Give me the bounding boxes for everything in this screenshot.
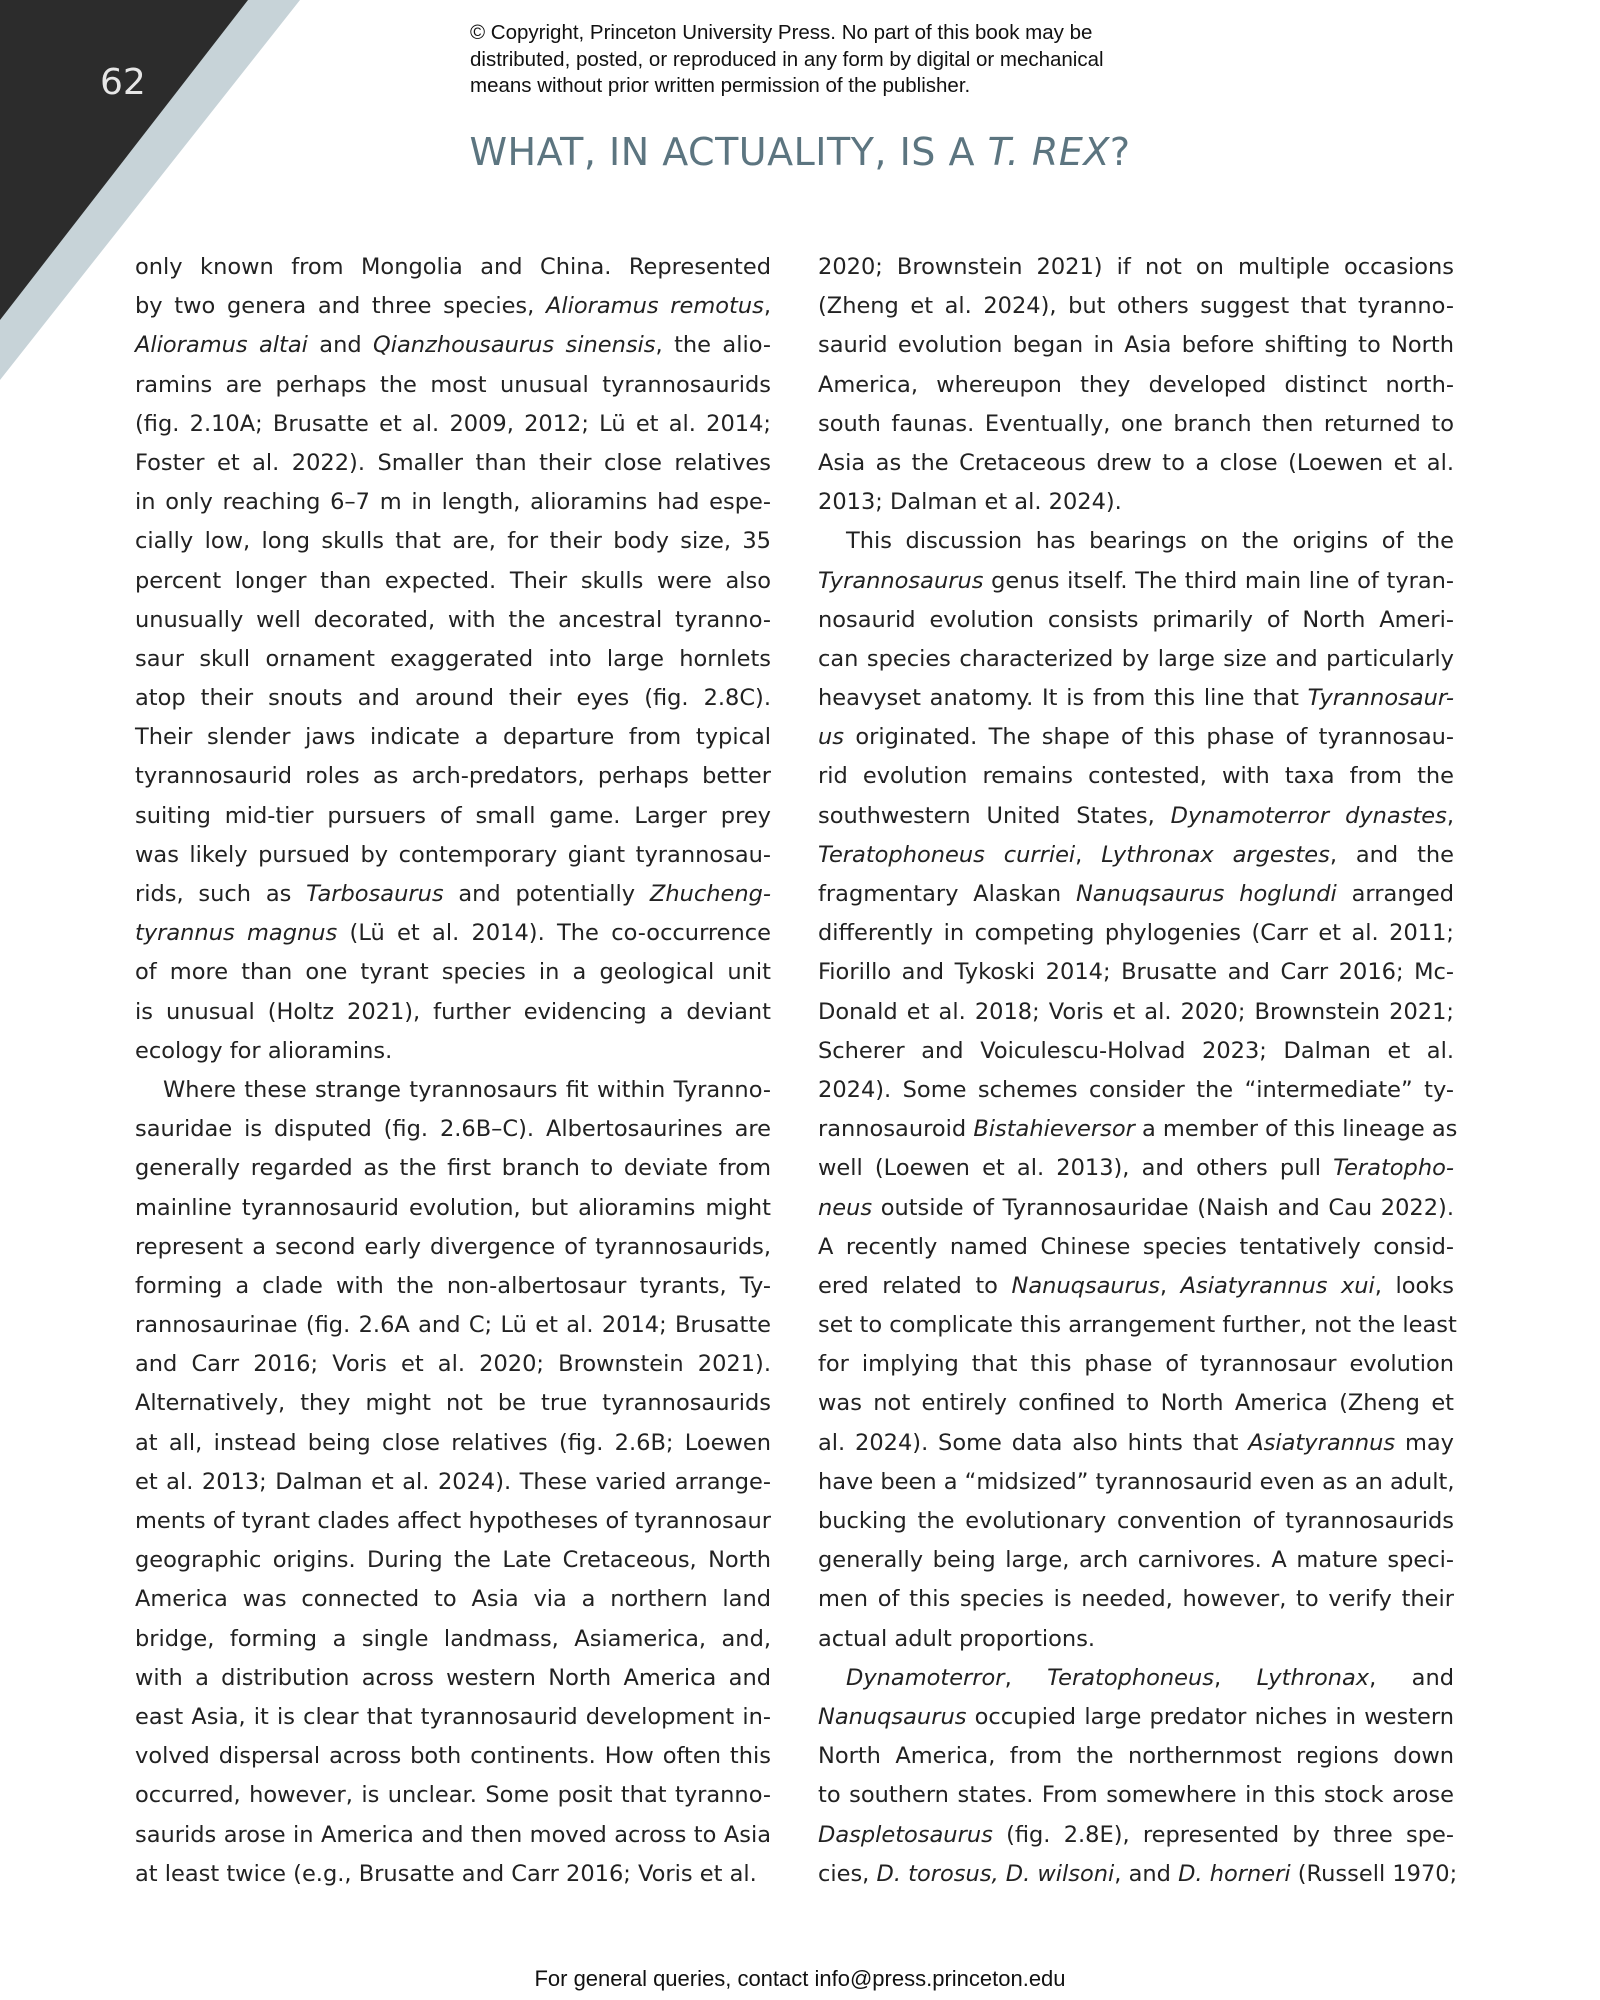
text-run: Alternatively, they might not be true tyrannosaurids	[135, 1390, 771, 1417]
text-run: actual adult proportions.	[818, 1625, 1096, 1652]
text-line	[135, 326, 771, 365]
text-line	[135, 522, 771, 561]
text-run: et al. 2013; Dalman et al. 2024). These varied arrange-	[135, 1468, 771, 1495]
copyright-notice	[470, 20, 1190, 100]
text-line	[818, 1776, 1454, 1815]
text-run: generally regarded as the first branch to deviate from	[135, 1155, 771, 1182]
text-run: and Carr 2016; Voris et al. 2020; Brownstein 2021).	[135, 1351, 771, 1378]
text-run: (fig. 2.8E), represented by three spe-	[992, 1821, 1454, 1848]
text-line	[818, 248, 1454, 287]
text-line	[135, 640, 771, 679]
text-run: , and	[1114, 1860, 1179, 1887]
text-run: Asia as the Cretaceous drew to a close (Loewen et al.	[818, 449, 1454, 476]
text-line	[818, 1737, 1454, 1776]
text-line	[135, 1306, 771, 1345]
text-run: by two genera and three species,	[135, 293, 546, 320]
text-line	[135, 405, 771, 444]
text-line	[135, 1345, 771, 1384]
text-line	[818, 797, 1454, 836]
text-run: was likely pursued by contemporary giant tyrannosau-	[135, 841, 771, 868]
text-run: originated. The shape of this phase of tyrannosau-	[843, 724, 1454, 751]
text-line	[818, 836, 1454, 875]
text-run: for implying that this phase of tyrannosaur evolution	[818, 1351, 1454, 1378]
text-line	[818, 326, 1454, 365]
copyright-line: means without prior written permission of the publisher.	[470, 74, 971, 97]
text-run: 2024). Some schemes consider the “intermediate” ty-	[818, 1076, 1454, 1103]
italic-text: Lythronax	[1256, 1664, 1370, 1691]
text-run: nosaurid evolution consists primarily of North Ameri-	[818, 606, 1454, 633]
italic-text: Nanuqsaurus	[818, 1703, 967, 1730]
text-run: forming a clade with the non-albertosaur tyrants, Ty-	[135, 1272, 771, 1299]
text-run: 2020; Brownstein 2021) if not on multiple occasions	[818, 254, 1454, 280]
text-line	[818, 287, 1454, 326]
italic-text: Bistahieversor	[973, 1116, 1135, 1143]
text-run: with a distribution across western North America and	[135, 1664, 771, 1691]
italic-text: Asiatyrannus	[1248, 1429, 1396, 1456]
text-run: to southern states. From somewhere in this stock arose	[818, 1782, 1454, 1809]
text-line	[135, 1110, 771, 1149]
italic-text: Asiatyrannus xui	[1180, 1272, 1375, 1299]
text-line	[135, 1816, 771, 1855]
text-line	[135, 797, 771, 836]
text-run: cially low, long skulls that are, for their body size, 35	[135, 528, 771, 555]
copyright-line: distributed, posted, or reproduced in any form by digital or mechanical	[470, 47, 1104, 71]
running-head	[0, 130, 1600, 174]
text-line	[818, 1541, 1454, 1580]
text-run: Fiorillo and Tykoski 2014; Brusatte and Carr 2016; Mc-	[818, 959, 1454, 986]
text-run: (Russell 1970;	[1290, 1860, 1458, 1887]
text-run: at all, instead being close relatives (fig. 2.6B; Loewen	[135, 1429, 771, 1456]
text-line	[135, 993, 771, 1032]
text-run: Where these strange tyrannosaurs fit within Tyranno-	[163, 1076, 771, 1103]
text-run: , the alio-	[655, 332, 771, 359]
text-line	[135, 483, 771, 522]
text-line	[135, 757, 771, 796]
text-line	[135, 1149, 771, 1188]
copyright-line: © Copyright, Princeton University Press. No part of this book may be	[470, 21, 1093, 44]
text-run: Their slender jaws indicate a departure from typical	[135, 724, 771, 751]
italic-text: D. torosus, D. wilsoni	[876, 1860, 1115, 1887]
text-run: Scherer and Voiculescu-Holvad 2023; Dalman et al.	[818, 1037, 1454, 1064]
text-run: volved dispersal across both continents. How often this	[135, 1743, 771, 1770]
italic-text: D. horneri	[1178, 1860, 1291, 1887]
text-run: occurred, however, is unclear. Some posit that tyranno-	[135, 1782, 771, 1809]
text-line	[818, 1620, 1454, 1659]
text-run: outside of Tyrannosauridae (Naish and Cau 2022).	[872, 1194, 1454, 1221]
text-run: at least twice (e.g., Brusatte and Carr 2016; Voris et al.	[135, 1860, 757, 1887]
text-run: rids, such as	[135, 881, 307, 907]
text-run: ramins are perhaps the most unusual tyrannosaurids	[135, 371, 771, 398]
italic-text: Nanuqsaurus	[1011, 1272, 1160, 1299]
text-line	[818, 718, 1454, 757]
text-line	[135, 1580, 771, 1619]
text-run: men of this species is needed, however, to verify their	[818, 1586, 1454, 1613]
italic-text: Tarbosaurus	[306, 881, 444, 907]
text-run: al. 2024). Some data also hints that	[818, 1429, 1249, 1456]
text-line	[818, 444, 1454, 483]
text-line	[818, 1502, 1454, 1541]
text-line	[818, 993, 1454, 1032]
running-head-italic: T. REX	[987, 130, 1110, 174]
text-line	[818, 640, 1454, 679]
text-run: in only reaching 6–7 m in length, alioramins had espe-	[135, 489, 771, 516]
text-run: bridge, forming a single landmass, Asiamerica, and,	[135, 1625, 771, 1652]
text-run: North America, from the northernmost regions down	[818, 1743, 1454, 1770]
text-run: sauridae is disputed (fig. 2.6B–C). Albertosaurines are	[135, 1116, 771, 1143]
text-line	[135, 1463, 771, 1502]
text-line	[135, 679, 771, 718]
text-run: have been a “midsized” tyrannosaurid even as an adult,	[818, 1468, 1455, 1495]
text-line	[818, 875, 1454, 914]
text-run: ,	[763, 293, 771, 320]
text-run: Donald et al. 2018; Voris et al. 2020; Brownstein 2021;	[818, 998, 1454, 1025]
text-line	[818, 1698, 1454, 1737]
text-line	[135, 1541, 771, 1580]
text-run: is unusual (Holtz 2021), further evidencing a deviant	[135, 998, 771, 1025]
italic-text: Qianzhousaurus sinensis	[373, 332, 656, 359]
text-line	[818, 1189, 1454, 1228]
text-line	[818, 757, 1454, 796]
text-run: southwestern United States,	[818, 802, 1171, 829]
text-run: and	[307, 332, 373, 359]
text-line	[818, 522, 1454, 561]
text-run: ments of tyrant clades affect hypotheses of tyrannosaur	[135, 1508, 771, 1534]
text-run: generally being large, arch carnivores. A mature speci-	[818, 1547, 1454, 1574]
text-line	[135, 1228, 771, 1267]
text-line	[135, 875, 771, 914]
italic-text: Teratophoneus	[1047, 1664, 1214, 1691]
text-line	[135, 1855, 771, 1894]
text-line	[135, 562, 771, 601]
text-line	[818, 1463, 1454, 1502]
text-run: differently in competing phylogenies (Carr et al. 2011;	[818, 920, 1454, 947]
text-run: may	[1395, 1429, 1454, 1456]
italic-text: Zhucheng-	[649, 881, 771, 907]
text-run: represent a second early divergence of tyrannosaurids,	[135, 1233, 771, 1260]
text-line	[818, 679, 1454, 718]
text-run: Foster et al. 2022). Smaller than their close relatives	[135, 449, 771, 476]
text-run: America, whereupon they developed distinct north-	[818, 371, 1454, 398]
text-line	[818, 1071, 1454, 1110]
text-line	[135, 248, 771, 287]
text-run: America was connected to Asia via a northern land	[135, 1586, 771, 1613]
text-line	[818, 366, 1454, 405]
text-line	[135, 914, 771, 953]
text-run: cies,	[818, 1860, 877, 1887]
text-run: This discussion has bearings on the origins of the	[846, 528, 1454, 555]
italic-text: Teratopho-	[1333, 1155, 1454, 1182]
italic-text: Alioramus remotus	[545, 293, 764, 320]
text-run: of more than one tyrant species in a geological unit	[135, 959, 771, 986]
text-line	[818, 1032, 1454, 1071]
text-run: east Asia, it is clear that tyrannosaurid development in-	[135, 1703, 771, 1730]
text-line	[135, 1737, 771, 1776]
text-line	[818, 562, 1454, 601]
text-run: , looks	[1374, 1272, 1455, 1299]
text-run: A recently named Chinese species tentatively consid-	[818, 1233, 1454, 1260]
text-line	[818, 1424, 1454, 1463]
text-line	[818, 1345, 1454, 1384]
text-line	[135, 1032, 771, 1071]
text-line	[818, 1228, 1454, 1267]
text-run: (fig. 2.10A; Brusatte et al. 2009, 2012; Lü et al. 2014;	[135, 410, 771, 437]
text-run: ecology for alioramins.	[135, 1037, 393, 1064]
text-run: ,	[1213, 1664, 1257, 1691]
text-run: set to complicate this arrangement further, not the least	[818, 1312, 1457, 1339]
text-line	[818, 1267, 1454, 1306]
text-line	[818, 1580, 1454, 1619]
italic-text: Alioramus altai	[135, 332, 308, 359]
italic-text: Nanuqsaurus hoglundi	[1075, 881, 1337, 907]
text-run: geographic origins. During the Late Cretaceous, North	[135, 1547, 771, 1574]
text-run: ,	[1159, 1272, 1181, 1299]
text-line	[818, 953, 1454, 992]
text-run: heavyset anatomy. It is from this line that	[818, 685, 1308, 712]
text-line	[818, 1384, 1454, 1423]
left-text-column	[135, 248, 771, 1894]
text-line	[135, 1776, 771, 1815]
running-head-prefix: WHAT, IN ACTUALITY, IS A	[469, 130, 988, 174]
italic-text: Tyrannosaurus	[818, 567, 984, 594]
text-line	[818, 405, 1454, 444]
text-run: (Zheng et al. 2024), but others suggest that tyranno-	[818, 293, 1454, 320]
text-run: suiting mid-tier pursuers of small game. Larger prey	[135, 802, 771, 829]
text-run: ,	[1004, 1664, 1048, 1691]
page-number: 62	[100, 62, 146, 103]
text-run: tyrannosaurid roles as arch-predators, perhaps better	[135, 763, 771, 790]
text-run: ,	[1075, 841, 1102, 868]
italic-text: Dynamoterror dynastes	[1170, 802, 1447, 829]
text-run: atop their snouts and around their eyes (fig. 2.8C).	[135, 685, 771, 712]
text-line	[818, 1855, 1458, 1894]
text-run: arranged	[1336, 881, 1454, 907]
text-run: ered related to	[818, 1272, 1012, 1299]
text-line	[135, 1698, 771, 1737]
text-line	[135, 287, 771, 326]
text-run: rannosauroid	[818, 1116, 974, 1143]
text-line	[135, 1071, 771, 1110]
text-line	[135, 836, 771, 875]
text-line	[135, 1189, 771, 1228]
text-run: and potentially	[443, 881, 650, 907]
text-run: rid evolution remains contested, with taxa from the	[818, 763, 1454, 790]
text-run: fragmentary Alaskan	[818, 881, 1076, 907]
italic-text: Lythronax argestes	[1101, 841, 1330, 868]
text-line	[135, 1659, 771, 1698]
text-run: rannosaurinae (fig. 2.6A and C; Lü et al. 2014; Brusatte	[135, 1312, 771, 1339]
text-run: saurid evolution began in Asia before shifting to North	[818, 332, 1454, 359]
text-run: percent longer than expected. Their skulls were also	[135, 567, 771, 594]
text-line	[818, 1816, 1454, 1855]
text-line	[135, 718, 771, 757]
text-line	[135, 444, 771, 483]
text-line	[135, 1620, 771, 1659]
text-run: well (Loewen et al. 2013), and others pull	[818, 1155, 1334, 1182]
right-text-column	[818, 248, 1458, 1894]
text-run: , and the	[1329, 841, 1454, 868]
text-line	[818, 1306, 1457, 1345]
text-run: bucking the evolutionary convention of tyrannosaurids	[818, 1508, 1454, 1534]
text-run: saurids arose in America and then moved across to Asia	[135, 1821, 771, 1848]
italic-text: neus	[818, 1194, 873, 1221]
italic-text: Teratophoneus curriei	[818, 841, 1076, 868]
text-line	[818, 601, 1454, 640]
text-run: ,	[1446, 802, 1454, 829]
text-run: , and	[1369, 1664, 1455, 1691]
text-run: mainline tyrannosaurid evolution, but alioramins might	[135, 1194, 771, 1221]
text-line	[818, 1110, 1458, 1149]
text-line	[135, 1384, 771, 1423]
text-line	[135, 601, 771, 640]
text-line	[818, 483, 1454, 522]
text-line	[135, 953, 771, 992]
text-line	[135, 1267, 771, 1306]
italic-text: Tyrannosaur-	[1307, 685, 1454, 712]
italic-text: Dynamoterror	[846, 1664, 1005, 1691]
text-run: only known from Mongolia and China. Represented	[135, 254, 771, 280]
footer-contact: For general queries, contact info@press.princeton.edu	[534, 1966, 1066, 1991]
running-head-suffix: ?	[1109, 130, 1131, 174]
text-line	[818, 914, 1454, 953]
text-run: can species characterized by large size and particularly	[818, 645, 1454, 672]
text-run: 2013; Dalman et al. 2024).	[818, 489, 1122, 516]
text-run: south faunas. Eventually, one branch then returned to	[818, 410, 1454, 437]
text-line	[135, 1424, 771, 1463]
italic-text: Daspletosaurus	[818, 1821, 993, 1848]
text-line	[818, 1149, 1454, 1188]
text-run: a member of this lineage as	[1134, 1116, 1458, 1143]
text-run: unusually well decorated, with the ancestral tyranno-	[135, 606, 771, 633]
text-run: (Lü et al. 2014). The co-occurrence	[337, 920, 771, 947]
text-run: saur skull ornament exaggerated into large hornlets	[135, 645, 771, 672]
text-run: genus itself. The third main line of tyran-	[983, 567, 1454, 594]
italic-text: tyrannus magnus	[135, 920, 338, 947]
text-line	[135, 366, 771, 405]
italic-text: us	[818, 724, 844, 751]
text-line	[135, 1502, 771, 1541]
text-run: was not entirely confined to North America (Zheng et	[818, 1390, 1454, 1417]
text-line	[818, 1659, 1454, 1698]
text-run: occupied large predator niches in western	[966, 1703, 1454, 1730]
